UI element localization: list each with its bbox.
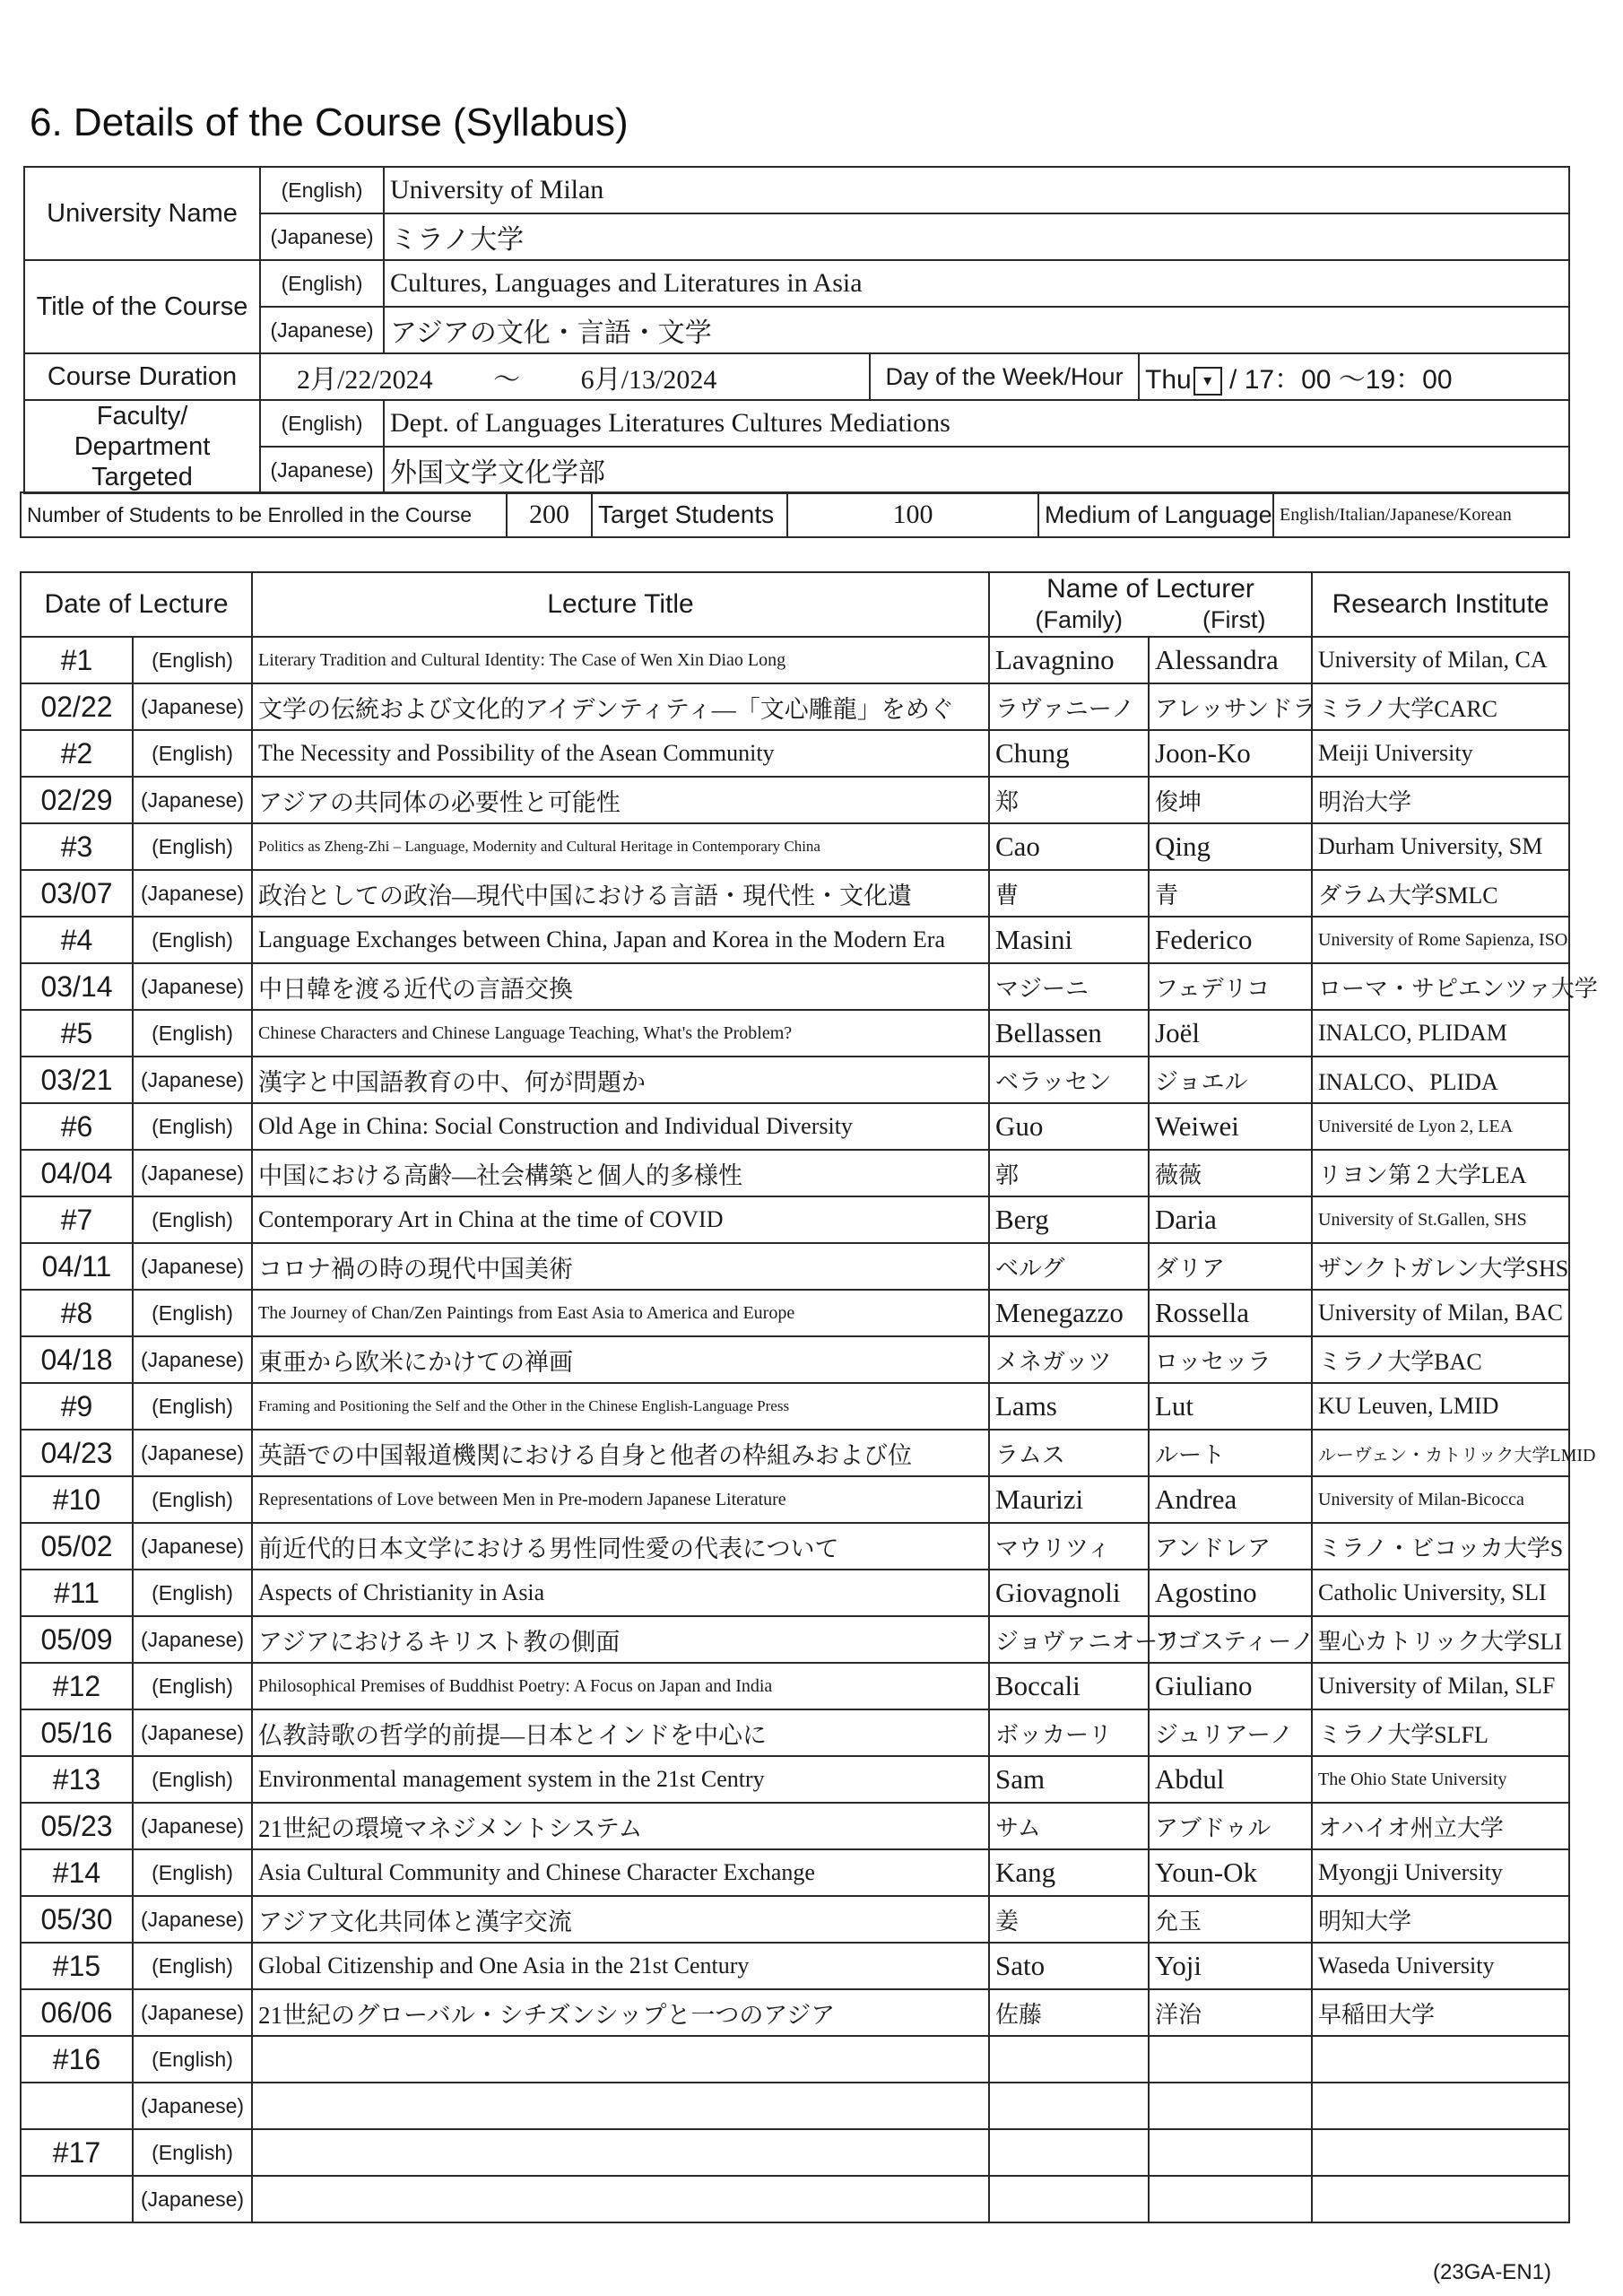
english-tag: (English) bbox=[260, 167, 384, 213]
family-name-en: Berg bbox=[989, 1196, 1149, 1243]
family-name-en bbox=[989, 2036, 1149, 2083]
family-name-en: Boccali bbox=[989, 1663, 1149, 1709]
lecturer-header-label: Name of Lecturer bbox=[1046, 574, 1254, 604]
institute-ja: 明治大学 bbox=[1312, 777, 1569, 823]
first-name-ja bbox=[1149, 2176, 1312, 2222]
japanese-tag: (Japanese) bbox=[133, 1150, 252, 1196]
japanese-tag: (Japanese) bbox=[133, 2176, 252, 2222]
japanese-tag: (Japanese) bbox=[260, 307, 384, 353]
lecture-title-ja: 漢字と中国語教育の中、何が問題か bbox=[252, 1057, 989, 1103]
faculty-label: Faculty/ Department Targeted bbox=[24, 400, 260, 493]
num-students-value: 200 bbox=[507, 492, 592, 537]
enrollment-table bbox=[20, 491, 1570, 538]
university-name-ja: ミラノ大学 bbox=[384, 213, 1569, 260]
day-hour-label: Day of the Week/Hour bbox=[870, 353, 1139, 400]
lecture-date: 05/23 bbox=[21, 1803, 133, 1849]
lecture-date: 03/21 bbox=[21, 1057, 133, 1103]
first-name-en: Andrea bbox=[1149, 1476, 1312, 1523]
lecture-title-en: Old Age in China: Social Construction and Individual Diversity bbox=[252, 1103, 989, 1150]
course-title-label: Title of the Course bbox=[24, 260, 260, 353]
family-name-en: Masini bbox=[989, 917, 1149, 963]
first-name-en: Joël bbox=[1149, 1010, 1312, 1057]
family-name-ja: 曹 bbox=[989, 870, 1149, 917]
english-tag: (English) bbox=[133, 917, 252, 963]
lecture-title-en bbox=[252, 2036, 989, 2083]
institute-en: Meiji University bbox=[1312, 730, 1569, 777]
institute-ja: ミラノ大学SLFL bbox=[1312, 1709, 1569, 1756]
first-name-ja: アブドゥル bbox=[1149, 1803, 1312, 1849]
institute-en: The Ohio State University bbox=[1312, 1756, 1569, 1803]
lecture-title-ja: 21世紀の環境マネジメントシステム bbox=[252, 1803, 989, 1849]
lecture-row-english bbox=[21, 1103, 1569, 1150]
family-name-ja: 佐藤 bbox=[989, 1989, 1149, 2036]
first-name-en: Lut bbox=[1149, 1383, 1312, 1430]
family-name-ja: ベラッセン bbox=[989, 1057, 1149, 1103]
lecture-row-japanese bbox=[21, 1896, 1569, 1943]
lecture-row-english bbox=[21, 1196, 1569, 1243]
course-duration-label: Course Duration bbox=[24, 353, 260, 400]
first-name-en: Youn-Ok bbox=[1149, 1849, 1312, 1896]
family-name-ja: ラヴァニーノ bbox=[989, 683, 1149, 730]
family-name-ja: ベルグ bbox=[989, 1243, 1149, 1290]
lecture-number: #9 bbox=[21, 1383, 133, 1430]
lecture-title-ja: 仏教詩歌の哲学的前提―日本とインドを中心に bbox=[252, 1709, 989, 1756]
lecture-row-english bbox=[21, 1570, 1569, 1616]
target-students-value: 100 bbox=[787, 492, 1038, 537]
first-name-ja: 允玉 bbox=[1149, 1896, 1312, 1943]
first-name-ja: 青 bbox=[1149, 870, 1312, 917]
lecture-number: #13 bbox=[21, 1756, 133, 1803]
lecture-date: 04/04 bbox=[21, 1150, 133, 1196]
lecture-date: 05/02 bbox=[21, 1523, 133, 1570]
day-hour-value bbox=[1139, 353, 1569, 400]
lecture-number: #12 bbox=[21, 1663, 133, 1709]
family-name-en: Maurizi bbox=[989, 1476, 1149, 1523]
chevron-down-icon[interactable]: ▾ bbox=[1193, 367, 1222, 396]
lecture-title-ja: アジア文化共同体と漢字交流 bbox=[252, 1896, 989, 1943]
lecture-row-japanese bbox=[21, 1709, 1569, 1756]
lecture-row-japanese bbox=[21, 2083, 1569, 2129]
lecture-title-ja: 政治としての政治―現代中国における言語・現代性・文化遺 bbox=[252, 870, 989, 917]
lecture-table bbox=[20, 571, 1598, 2223]
lecture-row-japanese bbox=[21, 1430, 1569, 1476]
family-name-en: Menegazzo bbox=[989, 1290, 1149, 1336]
institute-ja: ミラノ・ビコッカ大学S bbox=[1312, 1523, 1569, 1570]
institute-en: University of Milan, SLF bbox=[1312, 1663, 1569, 1709]
lecture-row-english bbox=[21, 1663, 1569, 1709]
english-tag: (English) bbox=[133, 1756, 252, 1803]
first-name-en: Giuliano bbox=[1149, 1663, 1312, 1709]
institute-en: INALCO, PLIDAM bbox=[1312, 1010, 1569, 1057]
lecture-title-ja bbox=[252, 2176, 989, 2222]
japanese-tag: (Japanese) bbox=[133, 870, 252, 917]
lecture-date: 04/23 bbox=[21, 1430, 133, 1476]
lecture-number: #6 bbox=[21, 1103, 133, 1150]
japanese-tag: (Japanese) bbox=[133, 1616, 252, 1663]
hours: / 17：00 ～19：00 bbox=[1229, 365, 1453, 395]
first-name-en: Agostino bbox=[1149, 1570, 1312, 1616]
first-name-en: Alessandra bbox=[1149, 637, 1312, 683]
family-name-en: Cao bbox=[989, 823, 1149, 870]
english-tag: (English) bbox=[133, 1383, 252, 1430]
institute-ja: ミラノ大学BAC bbox=[1312, 1336, 1569, 1383]
english-tag: (English) bbox=[133, 1103, 252, 1150]
institute-en bbox=[1312, 2129, 1569, 2176]
english-tag: (English) bbox=[133, 1943, 252, 1989]
english-tag: (English) bbox=[133, 1290, 252, 1336]
institute-en: KU Leuven, LMID bbox=[1312, 1383, 1569, 1430]
lecture-row-english bbox=[21, 1010, 1569, 1057]
lecture-row-english bbox=[21, 917, 1569, 963]
lecture-title-en: Language Exchanges between China, Japan and Korea in the Modern Era bbox=[252, 917, 989, 963]
institute-en bbox=[1312, 2036, 1569, 2083]
first-name-ja: アゴスティーノ bbox=[1149, 1616, 1312, 1663]
lecture-title-ja: 文学の伝統および文化的アイデンティティ―「文心雕龍」をめぐ bbox=[252, 683, 989, 730]
lecture-title-en: The Necessity and Possibility of the Asean Community bbox=[252, 730, 989, 777]
lecture-date: 04/18 bbox=[21, 1336, 133, 1383]
form-code: (23GA-EN1) bbox=[1432, 2260, 1551, 2284]
duration-tilde: ～ bbox=[493, 365, 521, 395]
lecture-row-english bbox=[21, 730, 1569, 777]
institute-en: University of Milan, CA bbox=[1312, 637, 1569, 683]
institute-en: University of Milan-Bicocca bbox=[1312, 1476, 1569, 1523]
first-name-ja: ダリア bbox=[1149, 1243, 1312, 1290]
lecture-title-ja: 21世紀のグローバル・シチズンシップと一つのアジア bbox=[252, 1989, 989, 2036]
family-name-ja bbox=[989, 2083, 1149, 2129]
lecture-date: 05/30 bbox=[21, 1896, 133, 1943]
lecture-title-ja: アジアにおけるキリスト教の側面 bbox=[252, 1616, 989, 1663]
faculty-ja: 外国文学文化学部 bbox=[384, 447, 1569, 493]
family-name-en: Lavagnino bbox=[989, 637, 1149, 683]
lecture-date: 04/11 bbox=[21, 1243, 133, 1290]
family-name-ja: メネガッツ bbox=[989, 1336, 1149, 1383]
lecture-row-english bbox=[21, 1943, 1569, 1989]
lecture-row-japanese bbox=[21, 1989, 1569, 2036]
english-tag: (English) bbox=[133, 1570, 252, 1616]
family-name-ja: ラムス bbox=[989, 1430, 1149, 1476]
lecture-number: #15 bbox=[21, 1943, 133, 1989]
lecture-row-english bbox=[21, 1383, 1569, 1430]
family-name-ja: マウリツィ bbox=[989, 1523, 1149, 1570]
institute-ja: 明知大学 bbox=[1312, 1896, 1569, 1943]
lecturer-header bbox=[989, 572, 1312, 637]
first-name-en: Federico bbox=[1149, 917, 1312, 963]
english-tag: (English) bbox=[133, 2129, 252, 2176]
family-name-en: Giovagnoli bbox=[989, 1570, 1149, 1616]
institute-ja: ルーヴェン・カトリック大学LMID bbox=[1312, 1430, 1569, 1476]
lecture-title-ja: 前近代的日本文学における男性同性愛の代表について bbox=[252, 1523, 989, 1570]
lecture-date: 03/07 bbox=[21, 870, 133, 917]
first-name-ja: アンドレア bbox=[1149, 1523, 1312, 1570]
family-name-ja: ジョヴァニオーリ bbox=[989, 1616, 1149, 1663]
institute-en: Waseda University bbox=[1312, 1943, 1569, 1989]
lecture-title-ja: アジアの共同体の必要性と可能性 bbox=[252, 777, 989, 823]
lecture-title-en bbox=[252, 2129, 989, 2176]
institute-en: University of Milan, BAC bbox=[1312, 1290, 1569, 1336]
course-title-ja: アジアの文化・言語・文学 bbox=[384, 307, 1569, 353]
university-name-label: University Name bbox=[24, 167, 260, 260]
first-name-en bbox=[1149, 2129, 1312, 2176]
family-name-en: Sato bbox=[989, 1943, 1149, 1989]
family-name-ja: 郑 bbox=[989, 777, 1149, 823]
english-tag: (English) bbox=[133, 2036, 252, 2083]
family-name-ja: 郭 bbox=[989, 1150, 1149, 1196]
first-name-en: Rossella bbox=[1149, 1290, 1312, 1336]
first-name-ja: フェデリコ bbox=[1149, 963, 1312, 1010]
lecture-title-en: Representations of Love between Men in Pre-modern Japanese Literature bbox=[252, 1476, 989, 1523]
course-title-en: Cultures, Languages and Literatures in Asia bbox=[384, 260, 1569, 307]
family-name-en: Kang bbox=[989, 1849, 1149, 1896]
institute-en: University of Rome Sapienza, ISO bbox=[1312, 917, 1569, 963]
english-tag: (English) bbox=[133, 1476, 252, 1523]
institute-en: Myongji University bbox=[1312, 1849, 1569, 1896]
japanese-tag: (Japanese) bbox=[260, 213, 384, 260]
institute-en: Université de Lyon 2, LEA bbox=[1312, 1103, 1569, 1150]
lecture-number: #17 bbox=[21, 2129, 133, 2176]
lecture-row-japanese bbox=[21, 1150, 1569, 1196]
date-header: Date of Lecture bbox=[21, 572, 252, 637]
lecture-title-en: Global Citizenship and One Asia in the 21st Century bbox=[252, 1943, 989, 1989]
institute-ja: ミラノ大学CARC bbox=[1312, 683, 1569, 730]
first-name-ja: ルート bbox=[1149, 1430, 1312, 1476]
lecture-row-english bbox=[21, 2036, 1569, 2083]
lecture-date bbox=[21, 2083, 133, 2129]
institute-ja: リヨン第２大学LEA bbox=[1312, 1150, 1569, 1196]
lecture-rows bbox=[21, 637, 1598, 2222]
institute-ja: 聖心カトリック大学SLI bbox=[1312, 1616, 1569, 1663]
english-tag: (English) bbox=[133, 1196, 252, 1243]
day-select[interactable]: Thu bbox=[1145, 365, 1192, 395]
lecture-date: 05/09 bbox=[21, 1616, 133, 1663]
lecture-date bbox=[21, 2176, 133, 2222]
first-name-ja: 薇薇 bbox=[1149, 1150, 1312, 1196]
lecture-title-ja: 英語での中国報道機関における自身と他者の枠組みおよび位 bbox=[252, 1430, 989, 1476]
japanese-tag: (Japanese) bbox=[133, 1336, 252, 1383]
japanese-tag: (Japanese) bbox=[133, 777, 252, 823]
family-name-en bbox=[989, 2129, 1149, 2176]
lecture-number: #11 bbox=[21, 1570, 133, 1616]
lecture-number: #4 bbox=[21, 917, 133, 963]
lecture-row-japanese bbox=[21, 1616, 1569, 1663]
first-name-ja: 洋治 bbox=[1149, 1989, 1312, 2036]
first-name-en: Abdul bbox=[1149, 1756, 1312, 1803]
duration-start: 2月/22/2024 bbox=[297, 365, 433, 395]
english-tag: (English) bbox=[133, 1849, 252, 1896]
japanese-tag: (Japanese) bbox=[133, 963, 252, 1010]
lecture-row-japanese bbox=[21, 1803, 1569, 1849]
lecture-date: 02/29 bbox=[21, 777, 133, 823]
family-name-ja: サム bbox=[989, 1803, 1149, 1849]
lecture-row-english bbox=[21, 1290, 1569, 1336]
lecture-number: #1 bbox=[21, 637, 133, 683]
num-students-label: Number of Students to be Enrolled in the Course bbox=[21, 492, 507, 537]
medium-value: English/Italian/Japanese/Korean bbox=[1273, 492, 1569, 537]
institute-ja bbox=[1312, 2176, 1569, 2222]
lecture-title-en: Aspects of Christianity in Asia bbox=[252, 1570, 989, 1616]
institute-header: Research Institute bbox=[1312, 572, 1569, 637]
first-name-ja: ロッセッラ bbox=[1149, 1336, 1312, 1383]
institute-ja: 早稲田大学 bbox=[1312, 1989, 1569, 2036]
lecture-row-english bbox=[21, 637, 1569, 683]
english-tag: (English) bbox=[133, 1663, 252, 1709]
family-name-ja: マジーニ bbox=[989, 963, 1149, 1010]
first-name-ja bbox=[1149, 2083, 1312, 2129]
lecture-number: #2 bbox=[21, 730, 133, 777]
lecture-date: 05/16 bbox=[21, 1709, 133, 1756]
family-header: (Family) bbox=[1035, 606, 1123, 633]
university-name-en: University of Milan bbox=[384, 167, 1569, 213]
lecture-row-japanese bbox=[21, 1523, 1569, 1570]
japanese-tag: (Japanese) bbox=[133, 683, 252, 730]
lecture-number: #7 bbox=[21, 1196, 133, 1243]
family-name-en: Lams bbox=[989, 1383, 1149, 1430]
lecture-row-english bbox=[21, 2129, 1569, 2176]
page-title: 6. Details of the Course (Syllabus) bbox=[30, 100, 629, 144]
lecture-row-japanese bbox=[21, 1336, 1569, 1383]
lecture-title-en: Chinese Characters and Chinese Language Teaching, What's the Problem? bbox=[252, 1010, 989, 1057]
title-header: Lecture Title bbox=[252, 572, 989, 637]
duration-end: 6月/13/2024 bbox=[580, 365, 717, 395]
lecture-title-ja: 東亜から欧米にかけての禅画 bbox=[252, 1336, 989, 1383]
japanese-tag: (Japanese) bbox=[260, 447, 384, 493]
lecture-row-japanese bbox=[21, 963, 1569, 1010]
institute-ja bbox=[1312, 2083, 1569, 2129]
lecture-title-ja bbox=[252, 2083, 989, 2129]
lecture-row-english bbox=[21, 1849, 1569, 1896]
lecture-title-en: Philosophical Premises of Buddhist Poetry: A Focus on Japan and India bbox=[252, 1663, 989, 1709]
japanese-tag: (Japanese) bbox=[133, 1430, 252, 1476]
first-name-ja: ジュリアーノ bbox=[1149, 1709, 1312, 1756]
first-header: (First) bbox=[1202, 606, 1266, 633]
lecture-title-en: Environmental management system in the 21st Centry bbox=[252, 1756, 989, 1803]
lecture-row-japanese bbox=[21, 683, 1569, 730]
lecture-date: 02/22 bbox=[21, 683, 133, 730]
first-name-en: Yoji bbox=[1149, 1943, 1312, 1989]
lecture-title-en: Literary Tradition and Cultural Identity: The Case of Wen Xin Diao Long bbox=[252, 637, 989, 683]
lecture-title-en: The Journey of Chan/Zen Paintings from East Asia to America and Europe bbox=[252, 1290, 989, 1336]
institute-ja: オハイオ州立大学 bbox=[1312, 1803, 1569, 1849]
first-name-en: Weiwei bbox=[1149, 1103, 1312, 1150]
first-name-ja: ジョエル bbox=[1149, 1057, 1312, 1103]
medium-label: Medium of Language bbox=[1038, 492, 1273, 537]
japanese-tag: (Japanese) bbox=[133, 1709, 252, 1756]
first-name-en: Joon-Ko bbox=[1149, 730, 1312, 777]
family-name-en: Guo bbox=[989, 1103, 1149, 1150]
lecture-row-japanese bbox=[21, 777, 1569, 823]
target-students-label: Target Students bbox=[592, 492, 787, 537]
family-name-en: Sam bbox=[989, 1756, 1149, 1803]
lecture-title-en: Politics as Zheng-Zhi – Language, Modernity and Cultural Heritage in Contemporary China bbox=[252, 823, 989, 870]
lecture-title-en: Asia Cultural Community and Chinese Character Exchange bbox=[252, 1849, 989, 1896]
first-name-en: Qing bbox=[1149, 823, 1312, 870]
lecture-row-japanese bbox=[21, 2176, 1569, 2222]
institute-ja: INALCO、PLIDA bbox=[1312, 1057, 1569, 1103]
institute-en: Catholic University, SLI bbox=[1312, 1570, 1569, 1616]
course-duration bbox=[260, 353, 870, 400]
lecture-title-en: Contemporary Art in China at the time of COVID bbox=[252, 1196, 989, 1243]
lecture-date: 06/06 bbox=[21, 1989, 133, 2036]
japanese-tag: (Japanese) bbox=[133, 1803, 252, 1849]
lecture-number: #14 bbox=[21, 1849, 133, 1896]
japanese-tag: (Japanese) bbox=[133, 1989, 252, 2036]
first-name-en bbox=[1149, 2036, 1312, 2083]
english-tag: (English) bbox=[133, 730, 252, 777]
lecture-number: #3 bbox=[21, 823, 133, 870]
lecture-number: #8 bbox=[21, 1290, 133, 1336]
lecture-row-japanese bbox=[21, 870, 1569, 917]
lecture-title-ja: 中日韓を渡る近代の言語交換 bbox=[252, 963, 989, 1010]
family-name-en: Bellassen bbox=[989, 1010, 1149, 1057]
first-name-ja: 俊坤 bbox=[1149, 777, 1312, 823]
institute-ja: ザンクトガレン大学SHS bbox=[1312, 1243, 1569, 1290]
institute-ja: ダラム大学SMLC bbox=[1312, 870, 1569, 917]
family-name-en: Chung bbox=[989, 730, 1149, 777]
institute-en: University of St.Gallen, SHS bbox=[1312, 1196, 1569, 1243]
lecture-title-ja: コロナ禍の時の現代中国美術 bbox=[252, 1243, 989, 1290]
lecture-number: #5 bbox=[21, 1010, 133, 1057]
english-tag: (English) bbox=[133, 637, 252, 683]
lecture-title-en: Framing and Positioning the Self and the Other in the Chinese English-Language Press bbox=[252, 1383, 989, 1430]
lecture-number: #10 bbox=[21, 1476, 133, 1523]
lecture-title-ja: 中国における高齢―社会構築と個人的多様性 bbox=[252, 1150, 989, 1196]
course-info-table bbox=[23, 166, 1570, 494]
lecture-row-japanese bbox=[21, 1057, 1569, 1103]
english-tag: (English) bbox=[260, 260, 384, 307]
japanese-tag: (Japanese) bbox=[133, 1057, 252, 1103]
family-name-ja: 姜 bbox=[989, 1896, 1149, 1943]
lecture-number: #16 bbox=[21, 2036, 133, 2083]
lecture-row-english bbox=[21, 1476, 1569, 1523]
japanese-tag: (Japanese) bbox=[133, 2083, 252, 2129]
lecture-row-english bbox=[21, 823, 1569, 870]
japanese-tag: (Japanese) bbox=[133, 1243, 252, 1290]
english-tag: (English) bbox=[260, 400, 384, 447]
lecture-row-japanese bbox=[21, 1243, 1569, 1290]
japanese-tag: (Japanese) bbox=[133, 1896, 252, 1943]
first-name-ja: アレッサンドラ bbox=[1149, 683, 1312, 730]
family-name-ja bbox=[989, 2176, 1149, 2222]
institute-en: Durham University, SM bbox=[1312, 823, 1569, 870]
english-tag: (English) bbox=[133, 1010, 252, 1057]
institute-ja: ローマ・サピエンツァ大学 bbox=[1312, 963, 1569, 1010]
japanese-tag: (Japanese) bbox=[133, 1523, 252, 1570]
first-name-en: Daria bbox=[1149, 1196, 1312, 1243]
faculty-en: Dept. of Languages Literatures Cultures Mediations bbox=[384, 400, 1569, 447]
lecture-date: 03/14 bbox=[21, 963, 133, 1010]
lecture-row-english bbox=[21, 1756, 1569, 1803]
english-tag: (English) bbox=[133, 823, 252, 870]
family-name-ja: ボッカーリ bbox=[989, 1709, 1149, 1756]
